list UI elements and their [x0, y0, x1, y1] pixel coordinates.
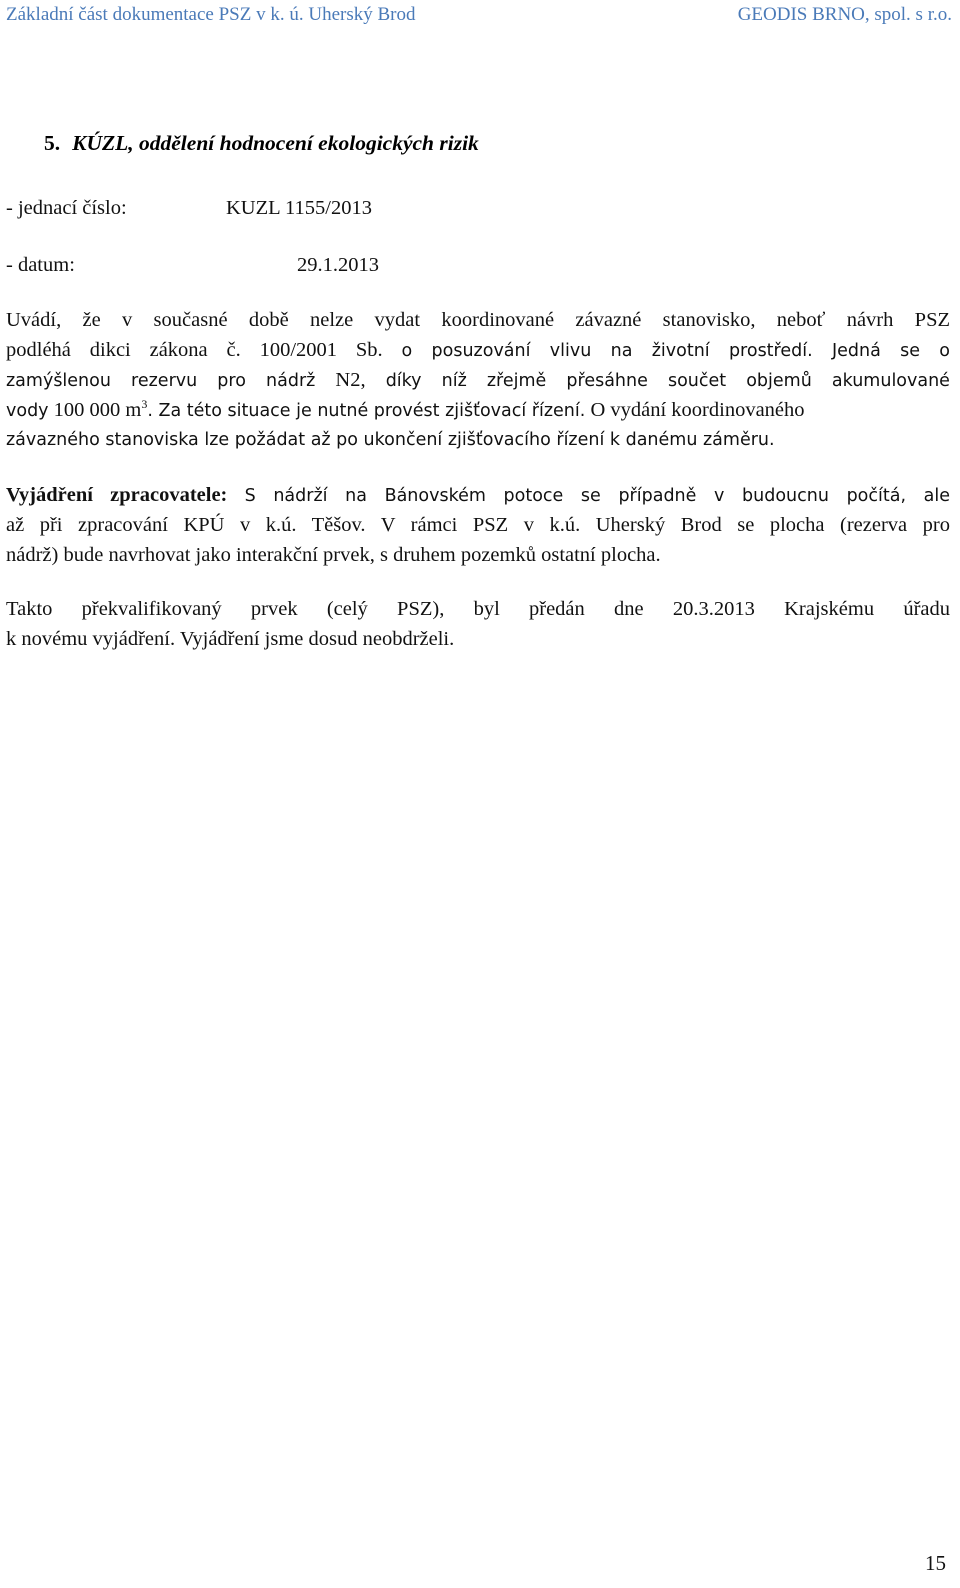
paragraph-line: závazného stanoviska lze požádat až po ukončení zjišťovacího řízení k danému záměru. — [6, 430, 775, 450]
date-label: - datum: — [6, 254, 75, 276]
ref-number-label: - jednací číslo: — [6, 197, 127, 219]
ref-number-value: KUZL 1155/2013 — [226, 197, 372, 219]
paragraph-line: k novému vyjádření. Vyjádření jsme dosud neobdrželi. — [6, 628, 455, 650]
page-header — [6, 4, 952, 30]
paragraph-line: vody 100 000 $m^3$. Za této situace je nutné provést zjišťovací řízení. O vydání koordinovaného — [6, 397, 805, 421]
header-document-title: Základní část dokumentace PSZ v k. ú. Uherský Brod — [6, 4, 416, 25]
section-number: 5. — [44, 131, 61, 155]
paragraph-line: zamýšlenou rezervu pro nádrž N2, díky níž zřejmě přesáhne součet objemů akumulované — [6, 369, 950, 391]
paragraph-requalification — [6, 594, 950, 654]
date-value: 29.1.2013 — [297, 254, 379, 276]
section-heading — [44, 131, 479, 156]
date-row — [6, 250, 379, 280]
paragraph-line: podléhá dikci zákona č. 100/2001 Sb. o posuzování vlivu na životní prostředí. Jedná se o — [6, 339, 950, 361]
paragraph-statement — [6, 305, 950, 455]
header-company: GEODIS BRNO, spol. s r.o. — [737, 4, 952, 25]
paragraph-processor-response — [6, 480, 950, 570]
paragraph-line: až při zpracování KPÚ v k.ú. Těšov. V rámci PSZ v k.ú. Uherský Brod se plocha (rezerva pro — [6, 514, 950, 536]
paragraph-line: Uvádí, že v současné době nelze vydat koordinované závazné stanovisko, neboť návrh PSZ — [6, 309, 950, 331]
page-number: 15 — [925, 1551, 946, 1575]
section-title: KÚZL, oddělení hodnocení ekologických rizik — [72, 131, 479, 155]
ref-number-row — [6, 193, 372, 223]
processor-label: Vyjádření zpracovatele: — [6, 484, 228, 506]
paragraph-line: nádrž) bude navrhovat jako interakční prvek, s druhem pozemků ostatní plocha. — [6, 544, 661, 566]
paragraph-line: Takto překvalifikovaný prvek (celý PSZ), byl předán dne 20.3.2013 Krajskému úřadu — [6, 598, 950, 620]
paragraph-line: Vyjádření zpracovatele: S nádrží na Bánovském potoce se případně v budoucnu počítá, ale — [6, 484, 950, 506]
